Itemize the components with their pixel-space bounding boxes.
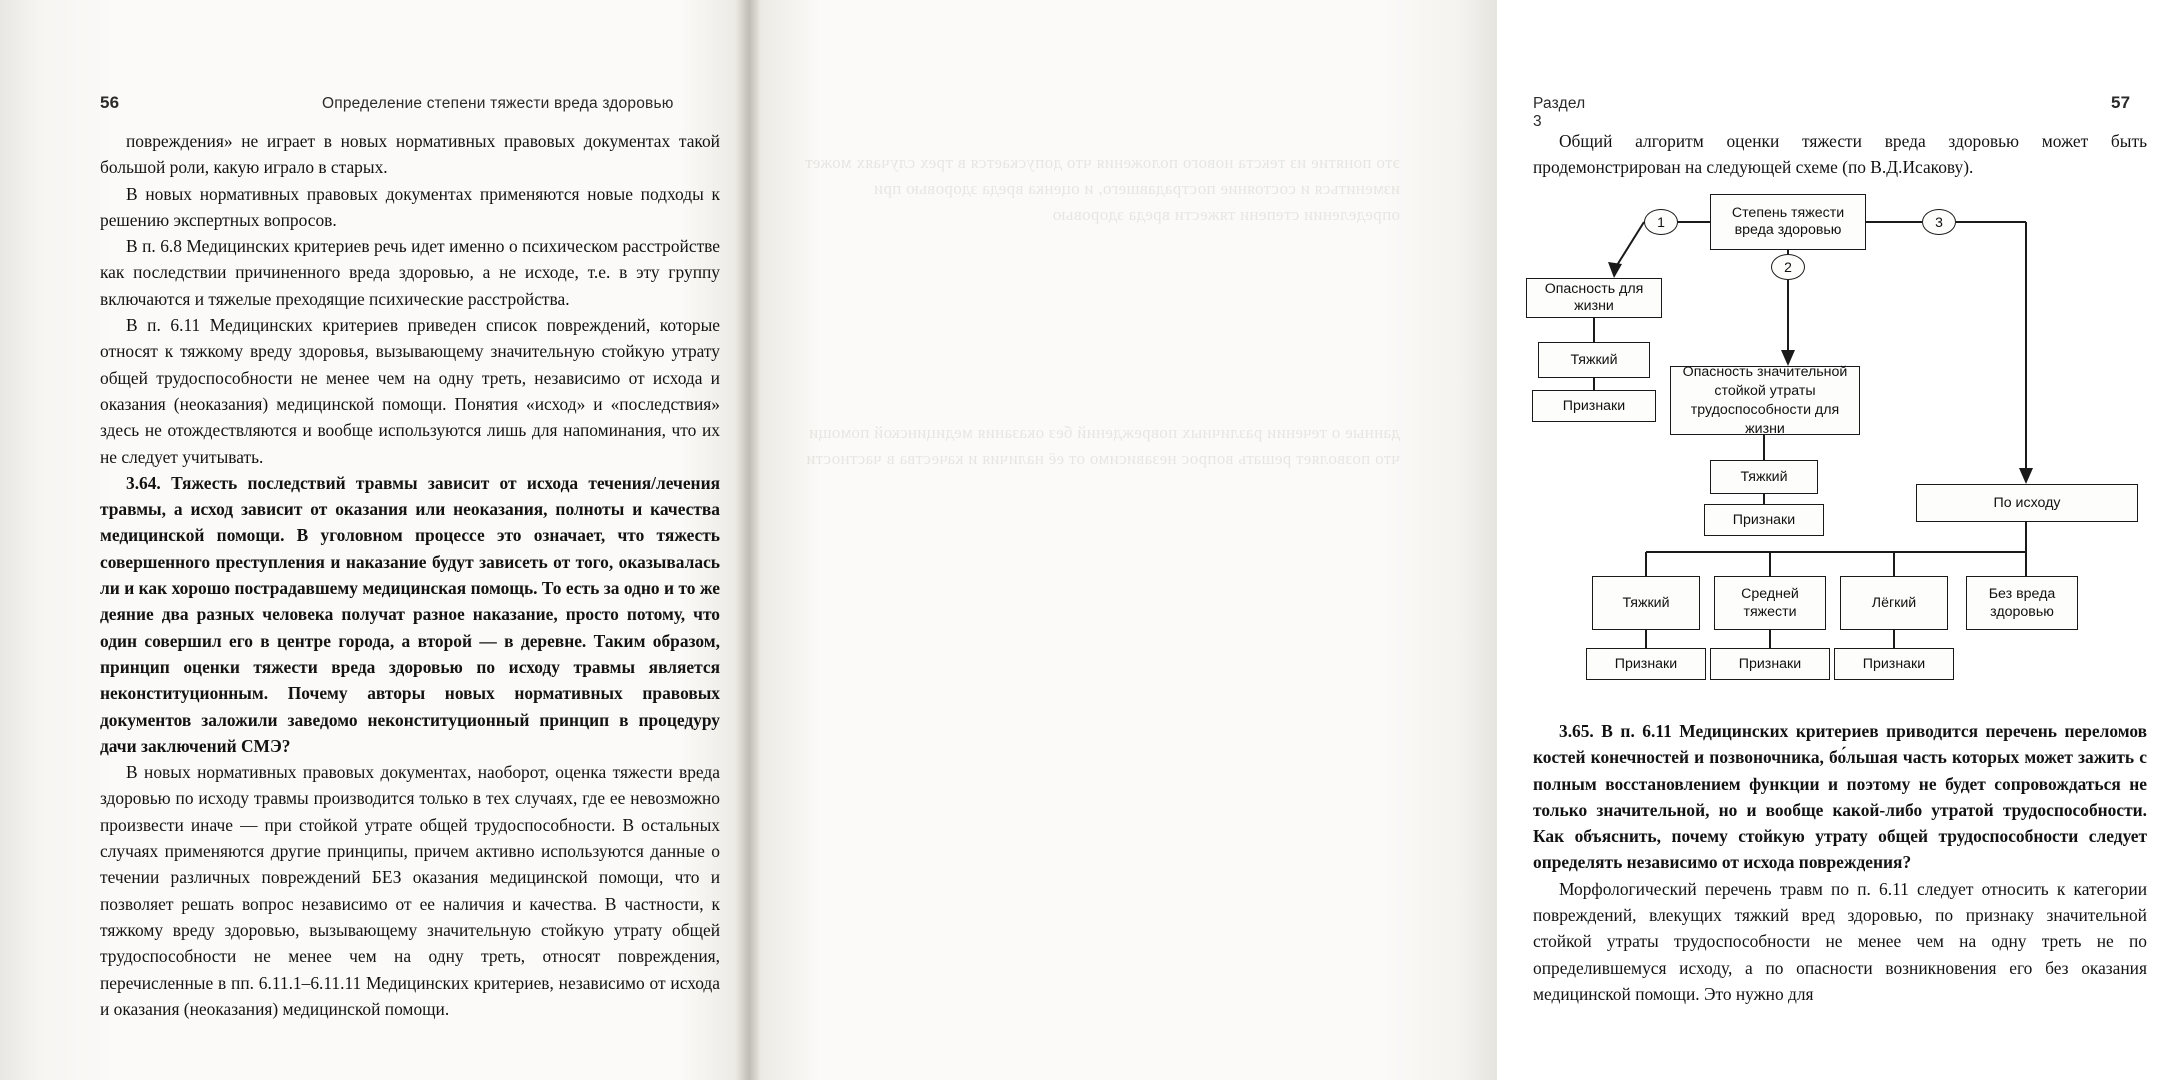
branch-marker-3 [1922, 209, 1956, 235]
paragraph: В новых нормативных правовых документах применяются новые подходы к решению экспертных вопросов. [100, 183, 720, 230]
node-outcome-medium [1714, 576, 1826, 630]
node-root-severity-label: Степень тяжести вреда здоровью [1731, 205, 1845, 238]
left-page-body [100, 128, 720, 1022]
node-root-severity [1710, 194, 1866, 250]
node-outcome-severe [1592, 576, 1700, 630]
right-page-folio: 57 [2111, 93, 2131, 112]
paragraph-bold-3-64: 3.64. Тяжесть последствий травмы зависит от исхода течения/лечения травмы, а исход зависит от оказания или неоказания, полноты и качества медицинской помощи. В уголовном процессе это означает, что тяжесть совершенного преступления и наказание будут зависеть от того, оказывалась ли и как хорошо пострадавшему медицинская помощь. То есть за одно и то же деяние два разных человека получат разное наказание, просто потому, что один совершил его в центре города, а второй — в деревне. Таким образом, принцип оценки тяжести вреда здоровью по исходу травмы является неконституционным. Почему авторы новых нормативных правовых документов заложили заведомо неконституционный принцип в процедуру дачи заключений СМЭ? [100, 472, 720, 756]
node-danger-for-life-severe-label: Тяжкий [1570, 351, 1618, 368]
node-outcome-light [1840, 576, 1948, 630]
right-page-running-head: Раздел 3 [1533, 95, 1586, 130]
paragraph-bold-3-65: 3.65. В п. 6.11 Медицинских критериев приводится перечень переломов костей конечностей и позвоночника, бо́льшая часть которых может зажить с полным восстановлением функции и поэтому не будет сопровождаться не только значительной, но и вообще какой-либо утратой трудоспособности. Как объяснить, почему стойкую утрату общей трудоспособности следует определять независимо от исхода повреждения? [1533, 721, 2147, 873]
node-danger-for-life-signs-label: Признаки [1562, 397, 1626, 414]
branch-marker-1 [1644, 209, 1678, 235]
branch-marker-2 [1771, 254, 1805, 280]
node-significant-loss-label: Опасность значительной стойкой утраты трудоспособности для жизни [1682, 363, 1848, 437]
paragraph: В п. 6.11 Медицинских критериев приведен список повреждений, которые относят к тяжкому вреду здоровья, вызывающему значительную стойкую утрату общей трудоспособности не менее чем на одну треть, независимо от исхода и оказания (неоказания) медицинской помощи. Понятия «исход» и «последствия» здесь не отождествляются и вообще используются лишь для напоминания, что их не следует учитывать. [100, 315, 720, 467]
node-significant-loss-severe-label: Тяжкий [1740, 468, 1788, 485]
node-danger-for-life-severe [1538, 342, 1650, 378]
node-outcome-signs-1-label: Признаки [1614, 655, 1678, 672]
node-by-outcome-label: По исходу [1993, 494, 2061, 511]
node-significant-loss [1670, 363, 1860, 437]
node-outcome-signs-3-label: Признаки [1862, 655, 1926, 672]
node-significant-loss-severe [1710, 460, 1818, 494]
node-outcome-signs-3 [1834, 648, 1954, 680]
right-page-body-bottom [1533, 718, 2147, 1007]
node-by-outcome [1916, 484, 2138, 522]
left-page-running-head: Определение степени тяжести вреда здоровью [322, 95, 674, 112]
node-danger-for-life-label: Опасность для жизни [1544, 281, 1644, 314]
node-outcome-no-harm [1966, 576, 2078, 630]
branch-marker-1-label: 1 [1657, 214, 1665, 230]
node-danger-for-life-signs [1532, 390, 1656, 422]
paragraph: В п. 6.8 Медицинских критериев речь идет именно о психическом расстройстве как последствии причиненного вреда здоровью, а не исходе, т.е. в эту группу включаются и тяжелые преходящие психические расстройства. [100, 236, 720, 309]
branch-marker-2-label: 2 [1784, 259, 1792, 275]
node-significant-loss-signs [1704, 504, 1824, 536]
paragraph: повреждения» не играет в новых нормативных правовых документах такой большой роли, какую играло в старых. [100, 131, 720, 178]
right-page-body-top [1533, 128, 2147, 181]
branch-marker-3-label: 3 [1935, 214, 1943, 230]
paragraph: Общий алгоритм оценки тяжести вреда здоровью может быть продемонстрирован на следующей схеме (по В.Д.Исакову). [1533, 131, 2147, 178]
left-page [0, 0, 748, 1080]
right-page [748, 0, 2147, 1080]
paragraph: В новых нормативных правовых документах, наоборот, оценка тяжести вреда здоровью по исходу травмы производится только в тех случаях, где ее невозможно произвести иначе — при стойкой утрате общей трудоспособности. В остальных случаях применяются другие принципы, причем активно используются данные о течении различных повреждений БЕЗ оказания медицинской помощи, что и позволяет решать вопрос независимо от ее наличия и качества. В частности, к тяжкому вреду здоровью, вызывающему значительную стойкую утрату общей трудоспособности не менее чем на одну треть, относят повреждения, перечисленные в пп. 6.11.1–6.11.11 Медицинских критериев, независимо от исхода и оказания (неоказания) медицинской помощи. [100, 762, 720, 1019]
severity-assessment-flowchart [1518, 192, 2158, 702]
node-outcome-signs-1 [1586, 648, 1706, 680]
node-danger-for-life [1526, 278, 1662, 318]
paragraph: Морфологический перечень травм по п. 6.11 следует относить к категории повреждений, влекущих тяжкий вред здоровью, по признаку значительной стойкой утраты трудоспособности не менее чем на одну треть не по определившемуся исходу, а по опасности возникновения его без оказания медицинской помощи. Это нужно для [1533, 878, 2147, 1004]
node-outcome-signs-2 [1710, 648, 1830, 680]
node-outcome-no-harm-label: Без вреда здоровью [1988, 586, 2056, 620]
node-outcome-signs-2-label: Признаки [1738, 655, 1802, 672]
node-outcome-light-label: Лёгкий [1871, 594, 1917, 611]
left-page-folio: 56 [100, 93, 120, 112]
node-outcome-medium-label: Средней тяжести [1741, 586, 1799, 620]
node-outcome-severe-label: Тяжкий [1622, 594, 1670, 611]
node-significant-loss-signs-label: Признаки [1732, 511, 1796, 528]
